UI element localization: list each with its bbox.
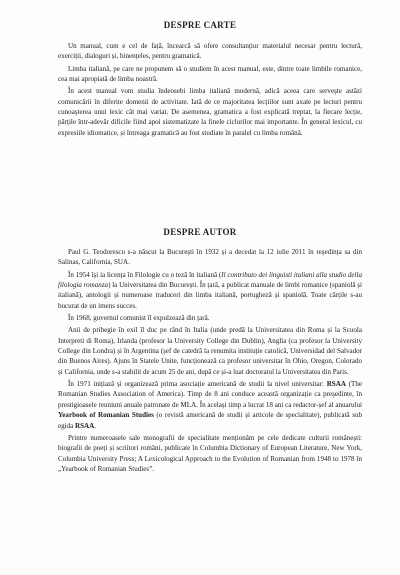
paragraph bbox=[58, 64, 362, 85]
paragraph-text: În acest manual vom studia îndeosebi limba italiană modernă, adică aceea care servește astăzi comunicării în diferite domenii de activitate. Iată de ce majoritatea lecțiilor sunt axate pe lecturi pentru cunoașterea unui lexic cât mai variat. De asemenea, gramatica a fost explicată treptat, la fiecare lecție, părțile într-adevăr dificile fiind apoi sistematizate la finele ciclurilor mai importante. În general lexicul, cu expresiile idiomatice, și întreaga gramatică au fost studiate în paralel cu limba română. bbox=[58, 87, 362, 137]
paragraph-text: Paul G. Teodorescu s-a născut la București în 1932 și a decedat la 12 iulie 2011 în reședința sa din Salinas, California, SUA. bbox=[58, 248, 362, 267]
paragraph-text: Printre numeroasele sale monografii de specialitate menționăm pe cele dedicate culturii românești: biografii de poeți și scriitori români, publicate în Columbia Dictionary of European Literature, New York, Columbia University Press; A Lexicological Approach to the Evolution of Romanian from 1948 to 1978 în „Yearbook of Romanian Studies”. bbox=[58, 433, 362, 473]
bold-text: RSAA bbox=[326, 380, 346, 389]
paragraph bbox=[58, 86, 362, 138]
section-title-despre-carte: DESPRE CARTE bbox=[163, 20, 237, 30]
bold-text: Yearbook of Romanian Studies bbox=[58, 411, 154, 420]
section-title-despre-autor: DESPRE AUTOR bbox=[163, 227, 237, 237]
paragraph bbox=[58, 379, 362, 431]
italic-text: Il contributo dei linguisti italiani alla studio della filologia romanza bbox=[58, 270, 362, 290]
paragraph bbox=[58, 313, 362, 323]
bold-text: RSAA bbox=[75, 421, 95, 430]
paragraph-text: În 1954 își ia licența în Filologie cu o teză în italiană ( bbox=[68, 270, 222, 279]
paragraph bbox=[58, 247, 362, 268]
section-body-despre-autor bbox=[58, 247, 362, 474]
paragraph bbox=[58, 270, 362, 311]
section-body-despre-carte bbox=[58, 41, 362, 138]
paragraph bbox=[58, 41, 362, 62]
paragraph-text: Limba italiană, pe care ne propunem să o studiem în acest manual, este, dintre toate limbile romanice, cea mai apropiată de limba noastră. bbox=[58, 64, 362, 84]
paragraph bbox=[58, 325, 362, 377]
paragraph-text: În 1968, guvernul comunist îl expulzează din țară. bbox=[68, 314, 210, 323]
paragraph-text: (The Romanian Studies Association of America). Timp de 8 ani conduce această organizație ca președinte, în prestigioasele reuniuni anuale patronate de MLA. În același timp a lucrat 18 ani ca redactor-șef al anuarului bbox=[58, 380, 362, 409]
paragraph-text: ) la Universitatea din București. În țară, a publicat manuale de limbi romanice (spaniolă și italiană), antologii și numeroase traduceri din limba italiană, portugheză și spaniolă. Toate cărțile s-au bucurat de un imens succes. bbox=[58, 281, 362, 310]
paragraph-text: Anii de pribegie în exil îl duc pe rând în Italia (unde predă la Universitatea din Roma și la Scuola Interpreti di Roma), Irlanda (profesor la University College din Dublin), Anglia (ca profesor la University College din Londra) și în Argentina (șef de catedră la renumita instituție catolică, Universidad del Salvador din Buenos Aires). Ajuns în Statele Unite, funcționează ca profesor universitar în Ohio, Oregon, Colorado și California, unde s-a stabilit de acum 25 de ani, după ce și-a luat doctoratul la Universitatea din Paris. bbox=[58, 326, 362, 376]
paragraph-text: . bbox=[94, 421, 96, 430]
paragraph bbox=[58, 433, 362, 474]
paragraph-text: Un manual, cum e cel de față, încearcă să ofere consultanțiur materialul necesar pentru lectură, exerciții, dialoguri și, binențeles, pentru gramatică. bbox=[58, 42, 362, 61]
paragraph-text: (o revistă americană de studii și articole de specialitate), publicată sub egida bbox=[58, 411, 362, 430]
paragraph-text: În 1971 inițiază și organizează prima asociație americană de studii la nivel universitar: bbox=[68, 380, 327, 389]
